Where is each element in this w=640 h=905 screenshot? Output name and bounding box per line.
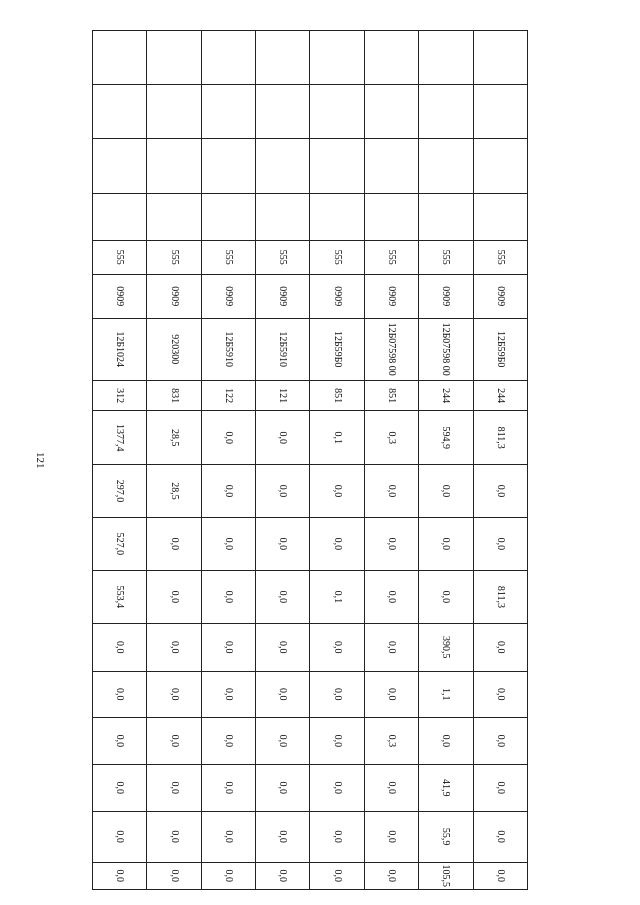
value-cell: 0,0 [364, 671, 418, 718]
value-cell: 41,9 [419, 764, 473, 811]
code-d-cell: 244 [473, 380, 527, 411]
total-cell: 0,0 [201, 411, 255, 465]
code-b-cell: 0909 [364, 274, 418, 318]
code-d-cell: 244 [419, 380, 473, 411]
table-body [93, 31, 528, 890]
value-cell: 0,0 [147, 623, 201, 671]
total-cell: 0,3 [364, 411, 418, 465]
value-cell: 527,0 [93, 517, 147, 570]
code-b-cell: 0909 [201, 274, 255, 318]
label-cell-1 [201, 31, 255, 85]
value-cell: 0,0 [256, 811, 310, 862]
code-a-cell: 555 [473, 240, 527, 274]
label-cell-3 [419, 139, 473, 193]
value-cell: 0,0 [310, 517, 364, 570]
label-cell-3 [256, 139, 310, 193]
value-cell: 0,0 [201, 623, 255, 671]
label-cell-3 [364, 139, 418, 193]
table-row [473, 31, 527, 890]
table-wrap [92, 30, 528, 890]
value-cell: 0,0 [310, 764, 364, 811]
label-cell-3 [473, 139, 527, 193]
label-cell-2 [364, 85, 418, 139]
value-cell: 0,0 [364, 464, 418, 517]
value-cell: 0,0 [310, 862, 364, 890]
value-cell: 0,0 [201, 671, 255, 718]
value-cell: 0,0 [364, 764, 418, 811]
value-cell: 0,0 [147, 764, 201, 811]
value-cell: 0,0 [473, 811, 527, 862]
page-number: 121 [34, 452, 46, 469]
value-cell: 0,0 [93, 623, 147, 671]
value-cell: 0,0 [256, 517, 310, 570]
value-cell: 0,0 [310, 811, 364, 862]
source-cell [147, 193, 201, 240]
value-cell: 0,0 [364, 811, 418, 862]
code-c-cell: 12Б1024 [93, 318, 147, 380]
code-b-cell: 0909 [310, 274, 364, 318]
code-d-cell: 851 [364, 380, 418, 411]
table-row [419, 31, 473, 890]
value-cell: 0,0 [201, 517, 255, 570]
value-cell: 0,0 [201, 862, 255, 890]
value-cell: 390,5 [419, 623, 473, 671]
value-cell: 0,0 [147, 811, 201, 862]
label-cell-1 [473, 31, 527, 85]
code-c-cell: 12Б07598 00 [364, 318, 418, 380]
value-cell: 0,0 [147, 517, 201, 570]
value-cell: 0,0 [147, 671, 201, 718]
value-cell: 0,0 [201, 718, 255, 765]
value-cell: 0,0 [256, 464, 310, 517]
code-c-cell: 12Б5910 [256, 318, 310, 380]
total-cell: 0,0 [256, 411, 310, 465]
value-cell: 0,0 [364, 517, 418, 570]
code-c-cell: 12Б59Б0 [310, 318, 364, 380]
source-cell [310, 193, 364, 240]
value-cell: 0,1 [310, 570, 364, 623]
total-cell: 0,1 [310, 411, 364, 465]
code-a-cell: 555 [310, 240, 364, 274]
value-cell: 0,0 [93, 764, 147, 811]
total-cell: 594,9 [419, 411, 473, 465]
code-b-cell: 0909 [473, 274, 527, 318]
label-cell-2 [201, 85, 255, 139]
table-row [201, 31, 255, 890]
total-cell: 811,3 [473, 411, 527, 465]
label-cell-1 [147, 31, 201, 85]
value-cell: 0,0 [256, 764, 310, 811]
value-cell: 0,0 [147, 718, 201, 765]
value-cell: 0,0 [310, 671, 364, 718]
code-d-cell: 122 [201, 380, 255, 411]
value-cell: 0,0 [473, 671, 527, 718]
source-cell [473, 193, 527, 240]
table-row [364, 31, 418, 890]
value-cell: 0,0 [256, 623, 310, 671]
table-row [93, 31, 147, 890]
value-cell: 0,0 [419, 718, 473, 765]
code-a-cell: 555 [364, 240, 418, 274]
code-a-cell: 555 [201, 240, 255, 274]
value-cell: 0,0 [256, 862, 310, 890]
value-cell: 55,9 [419, 811, 473, 862]
value-cell: 0,3 [364, 718, 418, 765]
code-b-cell: 0909 [93, 274, 147, 318]
label-cell-1 [364, 31, 418, 85]
table-row [256, 31, 310, 890]
code-c-cell: 12Б5910 [201, 318, 255, 380]
value-cell: 0,0 [201, 464, 255, 517]
value-cell: 1,1 [419, 671, 473, 718]
code-a-cell: 555 [93, 240, 147, 274]
value-cell: 105,5 [419, 862, 473, 890]
value-cell: 0,0 [201, 570, 255, 623]
value-cell: 297,0 [93, 464, 147, 517]
value-cell: 0,0 [201, 764, 255, 811]
value-cell: 0,0 [256, 671, 310, 718]
label-cell-1 [256, 31, 310, 85]
value-cell: 0,0 [419, 464, 473, 517]
value-cell: 0,0 [147, 862, 201, 890]
value-cell: 0,0 [473, 718, 527, 765]
source-cell [419, 193, 473, 240]
label-cell-3 [310, 139, 364, 193]
code-d-cell: 312 [93, 380, 147, 411]
value-cell: 0,0 [201, 811, 255, 862]
label-cell-2 [256, 85, 310, 139]
value-cell: 0,0 [310, 623, 364, 671]
value-cell: 0,0 [93, 862, 147, 890]
code-a-cell: 555 [419, 240, 473, 274]
value-cell: 0,0 [93, 718, 147, 765]
code-d-cell: 121 [256, 380, 310, 411]
table-row [310, 31, 364, 890]
code-b-cell: 0909 [147, 274, 201, 318]
value-cell: 0,0 [419, 570, 473, 623]
code-a-cell: 555 [147, 240, 201, 274]
budget-table [92, 30, 528, 890]
value-cell: 0,0 [256, 570, 310, 623]
total-cell: 28,5 [147, 411, 201, 465]
label-cell-1 [93, 31, 147, 85]
code-a-cell: 555 [256, 240, 310, 274]
table-row [147, 31, 201, 890]
source-cell [93, 193, 147, 240]
label-cell-2 [147, 85, 201, 139]
value-cell: 811,3 [473, 570, 527, 623]
value-cell: 0,0 [473, 517, 527, 570]
value-cell: 0,0 [473, 862, 527, 890]
value-cell: 0,0 [147, 570, 201, 623]
value-cell: 0,0 [364, 570, 418, 623]
value-cell: 0,0 [256, 718, 310, 765]
label-cell-2 [473, 85, 527, 139]
value-cell: 0,0 [310, 464, 364, 517]
label-cell-2 [93, 85, 147, 139]
source-cell [201, 193, 255, 240]
value-cell: 28,5 [147, 464, 201, 517]
value-cell: 0,0 [419, 517, 473, 570]
value-cell: 0,0 [473, 764, 527, 811]
value-cell: 0,0 [473, 623, 527, 671]
value-cell: 0,0 [473, 464, 527, 517]
label-cell-3 [147, 139, 201, 193]
value-cell: 0,0 [93, 671, 147, 718]
label-cell-3 [201, 139, 255, 193]
code-b-cell: 0909 [419, 274, 473, 318]
label-cell-1 [310, 31, 364, 85]
total-cell: 1377,4 [93, 411, 147, 465]
label-cell-1 [419, 31, 473, 85]
code-d-cell: 851 [310, 380, 364, 411]
label-cell-2 [419, 85, 473, 139]
label-cell-3 [93, 139, 147, 193]
value-cell: 0,0 [310, 718, 364, 765]
value-cell: 0,0 [364, 862, 418, 890]
code-d-cell: 831 [147, 380, 201, 411]
source-cell [256, 193, 310, 240]
code-c-cell: 920300 [147, 318, 201, 380]
value-cell: 0,0 [93, 811, 147, 862]
code-c-cell: 12Б59Б0 [473, 318, 527, 380]
label-cell-2 [310, 85, 364, 139]
source-cell [364, 193, 418, 240]
code-c-cell: 12Б07598 00 [419, 318, 473, 380]
value-cell: 0,0 [364, 623, 418, 671]
value-cell: 553,4 [93, 570, 147, 623]
code-b-cell: 0909 [256, 274, 310, 318]
